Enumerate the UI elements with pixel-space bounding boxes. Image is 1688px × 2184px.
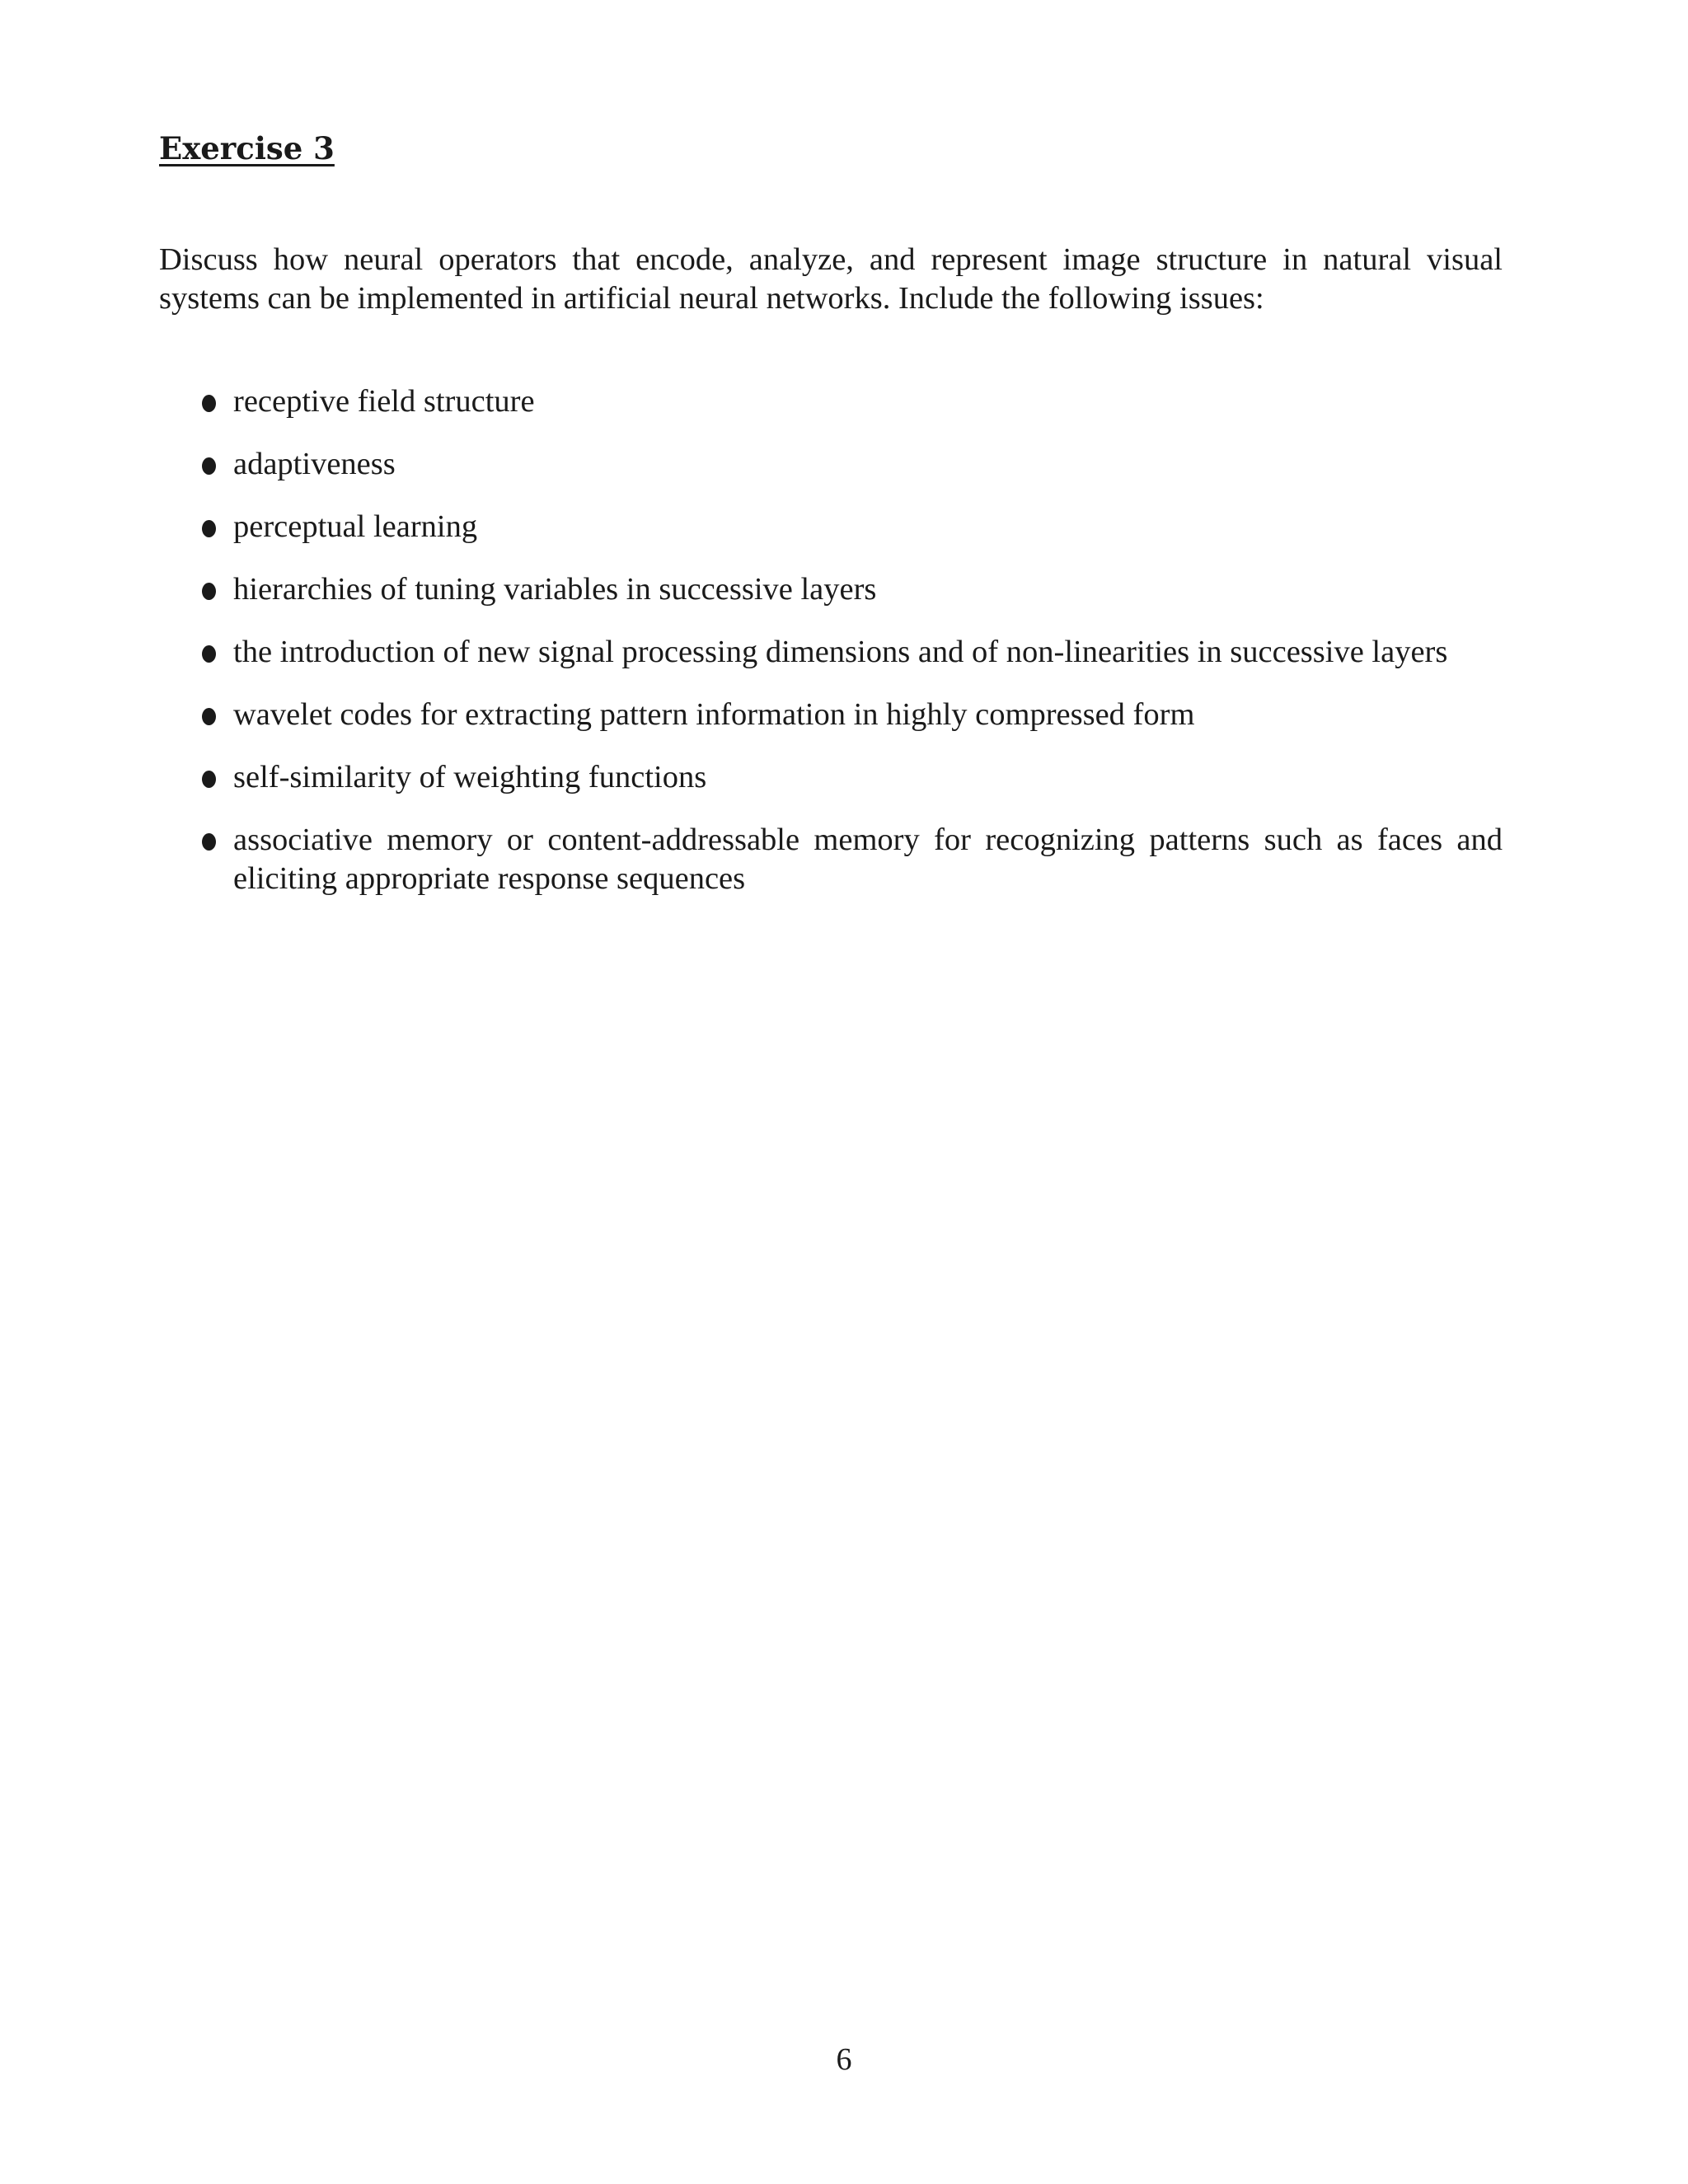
list-item-text: adaptiveness xyxy=(233,447,396,481)
bullet-icon xyxy=(202,771,216,788)
bullet-icon xyxy=(202,833,216,851)
exercise-intro: Discuss how neural operators that encode, analyze, and represent image structure in natural visual systems can be implemented in artificial neural networks. Include the following issues: xyxy=(159,242,1503,316)
exercise-heading: Exercise 3 xyxy=(159,130,335,166)
bullet-icon xyxy=(202,457,216,475)
list-item-text: receptive field structure xyxy=(233,384,535,419)
list-item xyxy=(159,758,1503,797)
bullet-icon xyxy=(202,708,216,725)
list-item xyxy=(159,633,1503,672)
list-item xyxy=(159,382,1503,421)
bullet-icon xyxy=(202,520,216,537)
list-item-text: the introduction of new signal processing dimensions and of non-linearities in successive layers xyxy=(233,635,1448,669)
list-item-text: hierarchies of tuning variables in successive layers xyxy=(233,572,877,607)
list-item xyxy=(159,821,1503,898)
bullet-icon xyxy=(202,645,216,663)
list-item xyxy=(159,570,1503,609)
list-item-text: self-similarity of weighting functions xyxy=(233,760,707,794)
list-item xyxy=(159,445,1503,484)
bullet-icon xyxy=(202,395,216,412)
bullet-icon xyxy=(202,583,216,600)
page-number: 6 xyxy=(836,2042,852,2077)
list-item-text: associative memory or content-addressable memory for recognizing patterns such as faces and eliciting appropriate response sequences xyxy=(233,823,1503,896)
list-item-text: perceptual learning xyxy=(233,509,478,544)
list-item-text: wavelet codes for extracting pattern information in highly compressed form xyxy=(233,697,1195,732)
list-item xyxy=(159,696,1503,734)
issues-list xyxy=(159,382,1503,922)
list-item xyxy=(159,508,1503,546)
